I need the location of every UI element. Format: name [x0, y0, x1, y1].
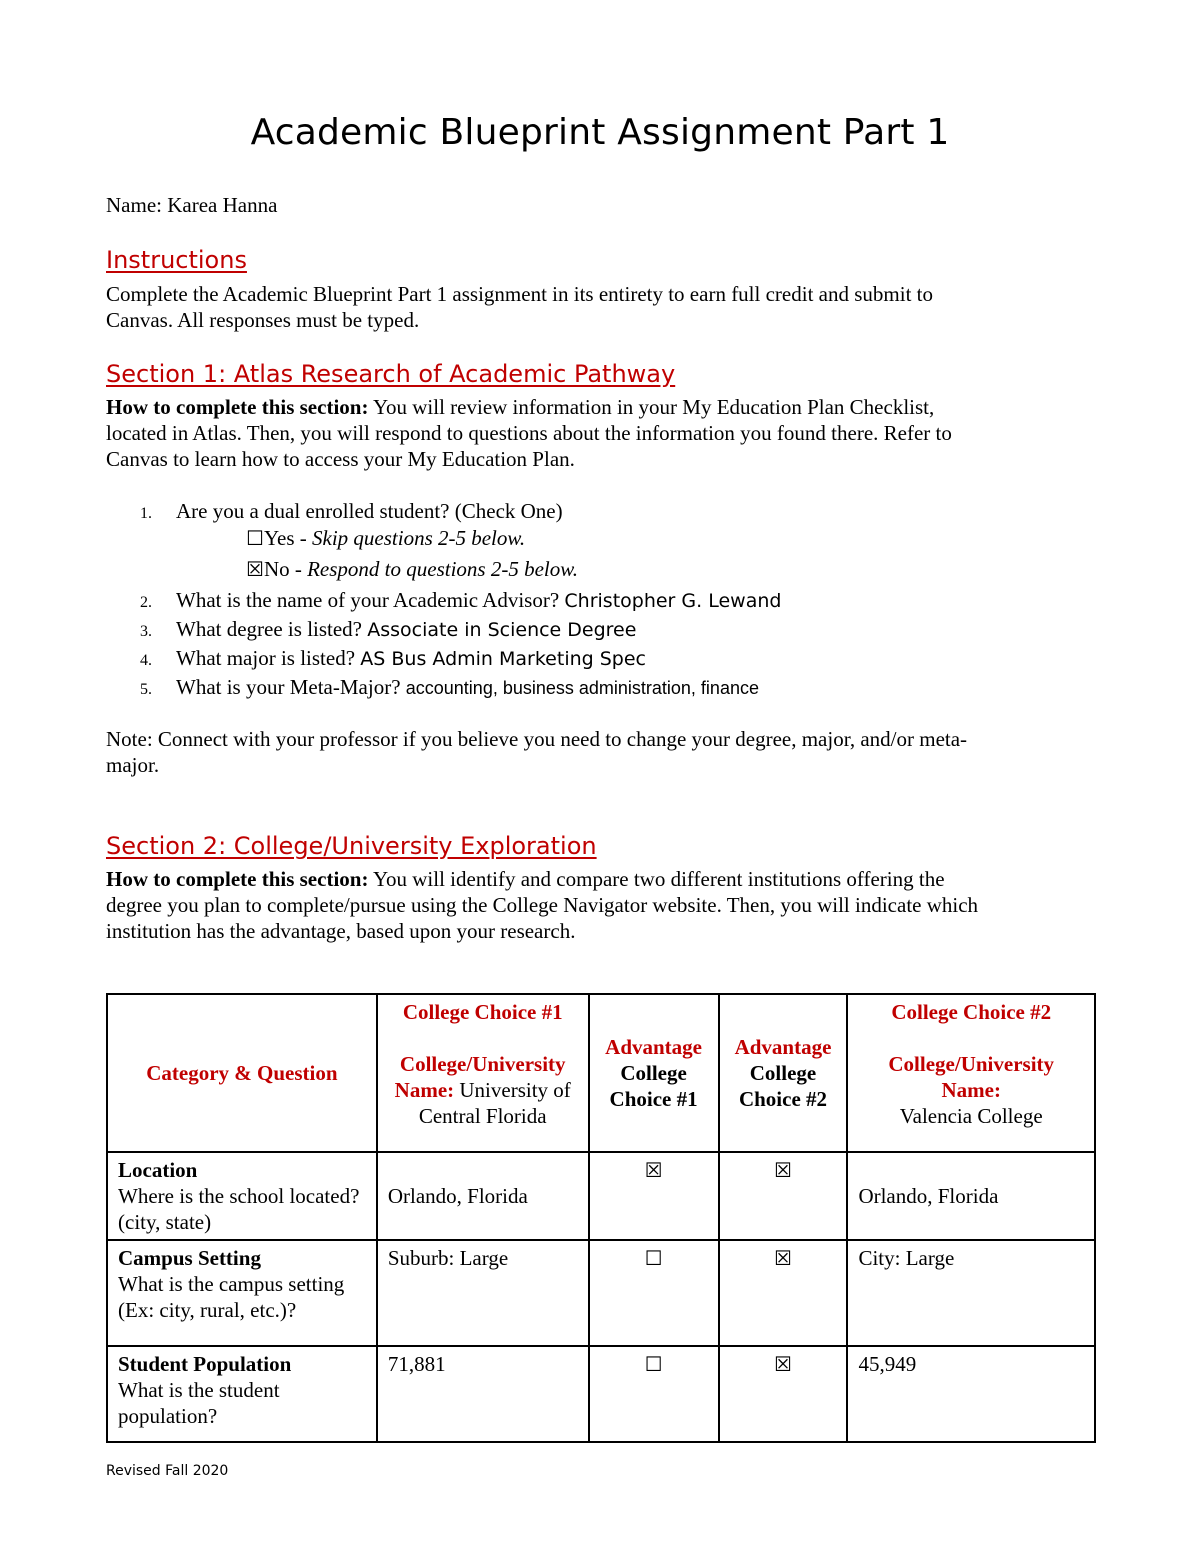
header-adv1-black: College Choice #1: [609, 1061, 698, 1111]
checkbox-checked-icon[interactable]: ☒: [774, 1246, 792, 1270]
question-3-number: 3.: [140, 623, 152, 640]
question-2-answer: Christopher G. Lewand: [564, 590, 782, 612]
question-5-number: 5.: [140, 681, 152, 698]
section1-how-line3: Canvas to learn how to access your My Education Plan.: [106, 447, 575, 471]
section2-heading: Section 2: College/University Exploration: [106, 832, 597, 860]
instructions-text-line1: Complete the Academic Blueprint Part 1 assignment in its entirety to earn full credit and submit to: [106, 282, 933, 306]
option-yes-note: Skip questions 2-5 below.: [312, 526, 526, 550]
header-adv1: [589, 994, 719, 1152]
header-adv2-red: Advantage: [734, 1035, 832, 1059]
question-1-number: 1.: [140, 505, 152, 522]
header-choice1: [377, 994, 589, 1152]
name-line: [106, 192, 277, 218]
row-location-title: Location: [118, 1158, 198, 1182]
section2-how-line3: institution has the advantage, based upon your research.: [106, 919, 576, 943]
row-location-adv1[interactable]: [589, 1152, 719, 1240]
table-row: [107, 1152, 1095, 1240]
row-campus-title: Campus Setting: [118, 1246, 261, 1270]
header-choice1-label-a: College/University: [399, 1052, 566, 1076]
header-adv1-red: Advantage: [605, 1035, 702, 1059]
row-campus-question: What is the campus setting (Ex: city, rural, etc.)?: [118, 1272, 345, 1322]
section1-how-line2: located in Atlas. Then, you will respond to questions about the information you found there. Refer to: [106, 421, 952, 445]
question-1: [140, 498, 563, 527]
row-campus-choice2: City: Large: [847, 1240, 1095, 1346]
checkbox-checked-icon[interactable]: ☒: [774, 1158, 792, 1182]
header-choice2-title: College Choice #2: [891, 1000, 1052, 1024]
option-no-note: Respond to questions 2-5 below.: [307, 557, 578, 581]
header-choice2-label-a: College/University: [888, 1052, 1055, 1076]
row-population-choice1: 71,881: [377, 1346, 589, 1442]
question-5-answer: accounting, business administration, finance: [405, 678, 759, 698]
section2-how-line1: [106, 866, 945, 892]
question-3: [140, 616, 636, 645]
option-yes-label: Yes: [263, 526, 295, 550]
row-population-adv1[interactable]: [589, 1346, 719, 1442]
question-4-text: What major is listed?: [176, 646, 356, 670]
question-4: [140, 645, 646, 674]
section1-how-label: How to complete this section:: [106, 395, 369, 419]
instructions-text-line2: Canvas. All responses must be typed.: [106, 308, 420, 332]
instructions-heading: Instructions: [106, 246, 247, 274]
table-header-row: [107, 994, 1095, 1152]
row-campus-adv2[interactable]: [719, 1240, 848, 1346]
question-5: [140, 674, 759, 703]
header-choice1-title: College Choice #1: [402, 1000, 563, 1024]
header-choice2: [847, 994, 1095, 1152]
question-2-number: 2.: [140, 594, 152, 611]
header-choice2-value: Valencia College: [899, 1104, 1043, 1128]
checkbox-yes-icon[interactable]: ☐: [246, 526, 264, 550]
question-3-answer: Associate in Science Degree: [367, 619, 637, 641]
question-3-text: What degree is listed?: [176, 617, 363, 641]
option-no-label: No: [263, 557, 290, 581]
row-population-choice2: 45,949: [847, 1346, 1095, 1442]
header-choice2-label-b: Name:: [941, 1078, 1001, 1102]
section1-how-text1: You will review information in your My Education Plan Checklist,: [372, 395, 935, 419]
checkbox-unchecked-icon[interactable]: ☐: [644, 1352, 663, 1376]
header-category-label: Category & Question: [146, 1061, 338, 1085]
row-location-choice2: Orlando, Florida: [847, 1152, 1095, 1240]
header-choice1-label-b: Name:: [394, 1078, 455, 1102]
row-location-choice1: Orlando, Florida: [377, 1152, 589, 1240]
section2-how-text1: You will identify and compare two different institutions offering the: [372, 867, 945, 891]
row-location-category: [107, 1152, 377, 1240]
option-no-dash: -: [289, 557, 308, 581]
page-title: Academic Blueprint Assignment Part 1: [250, 112, 950, 153]
header-adv2: [719, 994, 848, 1152]
row-population-title: Student Population: [118, 1352, 292, 1376]
header-adv2-black: College Choice #2: [738, 1061, 828, 1111]
section2-how-line2: degree you plan to complete/pursue using the College Navigator website. Then, you will indicate which: [106, 893, 979, 917]
table-row: [107, 1240, 1095, 1346]
question-2: [140, 587, 781, 616]
section1-heading: Section 1: Atlas Research of Academic Pathway: [106, 360, 676, 388]
section1-how-line1: [106, 394, 934, 420]
question-4-answer: AS Bus Admin Marketing Spec: [360, 648, 646, 670]
row-campus-category: [107, 1240, 377, 1346]
row-campus-adv1[interactable]: [589, 1240, 719, 1346]
footer-revised: Revised Fall 2020: [106, 1463, 229, 1479]
option-yes-dash: -: [294, 526, 312, 550]
section2-how-label: How to complete this section:: [106, 867, 369, 891]
note-line2: major.: [106, 753, 160, 777]
checkbox-unchecked-icon[interactable]: ☐: [644, 1246, 663, 1270]
header-choice1-value: University of Central Florida: [418, 1078, 571, 1128]
question-4-number: 4.: [140, 652, 152, 669]
row-population-category: [107, 1346, 377, 1442]
question-1-text: Are you a dual enrolled student? (Check One): [176, 499, 563, 523]
comparison-table: [106, 993, 1096, 1443]
row-population-adv2[interactable]: [719, 1346, 848, 1442]
checkbox-no-icon[interactable]: ☒: [246, 557, 264, 581]
option-no[interactable]: [246, 557, 578, 582]
row-population-question: What is the student population?: [118, 1378, 280, 1428]
question-5-text: What is your Meta-Major?: [176, 675, 401, 699]
option-yes[interactable]: [246, 526, 525, 551]
name-value: Karea Hanna: [167, 193, 278, 217]
row-campus-choice1: Suburb: Large: [377, 1240, 589, 1346]
name-label: Name:: [106, 193, 162, 217]
checkbox-checked-icon[interactable]: ☒: [644, 1158, 663, 1182]
row-location-adv2[interactable]: [719, 1152, 848, 1240]
question-2-text: What is the name of your Academic Advisor?: [176, 588, 560, 612]
row-location-question: Where is the school located? (city, state): [118, 1184, 360, 1234]
header-category: [107, 994, 377, 1152]
table-row: [107, 1346, 1095, 1442]
checkbox-checked-icon[interactable]: ☒: [774, 1352, 792, 1376]
note-line1: Note: Connect with your professor if you believe you need to change your degree, major, and/or meta-: [106, 727, 968, 751]
